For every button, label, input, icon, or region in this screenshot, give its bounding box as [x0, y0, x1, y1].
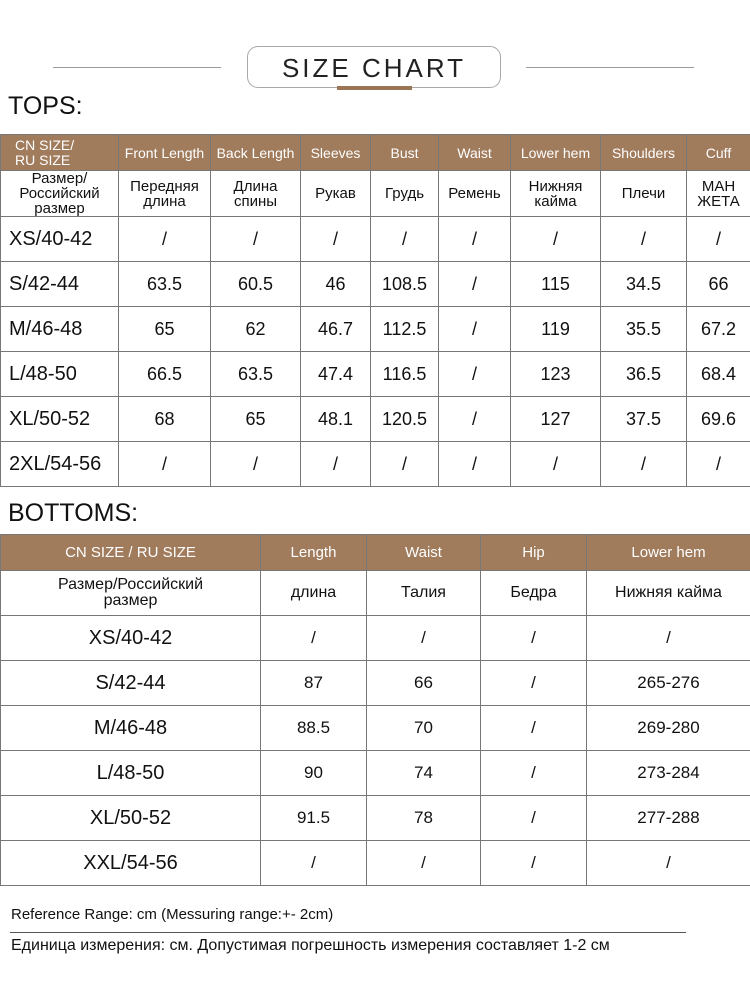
value-cell: 66 [367, 661, 481, 706]
bottoms-header-cell: Lower hem [587, 535, 750, 571]
value-cell: 273-284 [587, 751, 750, 796]
tops-header-cell: Shoulders [601, 135, 687, 171]
size-cell: L/48-50 [1, 352, 119, 397]
value-cell: / [367, 616, 481, 661]
value-cell: / [601, 442, 687, 487]
value-cell: / [211, 217, 301, 262]
tops-header-cn-size-line2: RU SIZE [15, 151, 71, 168]
tops-ru-cell-line2: ЖЕТА [697, 192, 740, 210]
value-cell: / [301, 217, 371, 262]
note-divider [10, 932, 686, 933]
value-cell: 127 [511, 397, 601, 442]
tops-ru-row [1, 171, 750, 217]
size-cell: XS/40-42 [1, 616, 261, 661]
tops-header-cell: Sleeves [301, 135, 371, 171]
bottoms-ru-size-cell-line2: размер [103, 592, 158, 609]
table-row [1, 442, 750, 487]
value-cell: / [119, 217, 211, 262]
table-row [1, 217, 750, 262]
table-row [1, 841, 750, 886]
value-cell: / [587, 616, 750, 661]
bottoms-header-cell: Length [261, 535, 367, 571]
tops-ru-cell-line1: Длина [233, 177, 278, 195]
value-cell: / [687, 442, 750, 487]
value-cell: / [687, 217, 750, 262]
value-cell: 63.5 [211, 352, 301, 397]
value-cell: / [119, 442, 211, 487]
value-cell: 67.2 [687, 307, 750, 352]
table-row [1, 661, 750, 706]
value-cell: / [601, 217, 687, 262]
value-cell: / [481, 841, 587, 886]
table-row [1, 616, 750, 661]
value-cell: 66.5 [119, 352, 211, 397]
table-row [1, 307, 750, 352]
value-cell: / [481, 661, 587, 706]
tops-header-cn-size-line1: CN SIZE/ [15, 136, 75, 153]
value-cell: 34.5 [601, 262, 687, 307]
value-cell: 65 [119, 307, 211, 352]
tops-ru-cell-line2: спины [233, 192, 278, 210]
value-cell: / [439, 397, 511, 442]
table-row [1, 706, 750, 751]
size-cell: M/46-48 [1, 307, 119, 352]
value-cell: 108.5 [371, 262, 439, 307]
value-cell: 47.4 [301, 352, 371, 397]
value-cell: / [481, 796, 587, 841]
value-cell: 112.5 [371, 307, 439, 352]
tops-ru-cell-line1: Передняя [130, 177, 199, 195]
value-cell: / [439, 442, 511, 487]
tops-header-cell: Bust [371, 135, 439, 171]
table-row [1, 397, 750, 442]
reference-note: Reference Range: cm (Messuring range:+- 2cm) [11, 906, 334, 923]
value-cell: / [511, 217, 601, 262]
title-divider-right [526, 67, 694, 68]
value-cell: / [371, 442, 439, 487]
size-cell: M/46-48 [1, 706, 261, 751]
tops-ru-cell-line1: Рукав [315, 185, 356, 202]
value-cell: 70 [367, 706, 481, 751]
tops-ru-cell-line1: Нижняя [528, 177, 583, 195]
bottoms-header-row [1, 535, 750, 571]
title-area [0, 0, 750, 100]
page-title: SIZE CHART [247, 46, 501, 88]
tops-ru-cell [211, 171, 301, 217]
size-cell: XL/50-52 [1, 397, 119, 442]
value-cell: 90 [261, 751, 367, 796]
value-cell: / [371, 217, 439, 262]
value-cell: / [301, 442, 371, 487]
reference-note-ru: Единица измерения: см. Допустимая погрешность измерения составляет 1-2 см [11, 937, 610, 954]
size-cell: XL/50-52 [1, 796, 261, 841]
value-cell: / [439, 262, 511, 307]
tops-header-cell: Cuff [687, 135, 750, 171]
value-cell: 115 [511, 262, 601, 307]
value-cell: 91.5 [261, 796, 367, 841]
tops-label: TOPS: [8, 92, 83, 120]
bottoms-ru-cell: Нижняя кайма [587, 571, 750, 616]
value-cell: 87 [261, 661, 367, 706]
value-cell: / [481, 616, 587, 661]
value-cell: 35.5 [601, 307, 687, 352]
value-cell: / [481, 706, 587, 751]
table-row [1, 262, 750, 307]
value-cell: / [481, 751, 587, 796]
tops-ru-cell [601, 171, 687, 217]
value-cell: 46 [301, 262, 371, 307]
value-cell: 68.4 [687, 352, 750, 397]
size-cell: XXL/54-56 [1, 841, 261, 886]
value-cell: / [261, 841, 367, 886]
table-row [1, 796, 750, 841]
tops-ru-cell-line2: длина [143, 192, 186, 210]
value-cell: 68 [119, 397, 211, 442]
size-cell: 2XL/54-56 [1, 442, 119, 487]
table-row [1, 352, 750, 397]
bottoms-size-table [0, 534, 750, 886]
bottoms-ru-row [1, 571, 750, 616]
value-cell: 36.5 [601, 352, 687, 397]
tops-ru-cell-line2: кайма [534, 192, 577, 210]
value-cell: 63.5 [119, 262, 211, 307]
value-cell: 48.1 [301, 397, 371, 442]
bottoms-ru-size-cell-line1: Размер/Российский [57, 576, 204, 593]
tops-ru-cell [371, 171, 439, 217]
size-cell: S/42-44 [1, 262, 119, 307]
tops-ru-cell [301, 171, 371, 217]
value-cell: 37.5 [601, 397, 687, 442]
value-cell: 46.7 [301, 307, 371, 352]
bottoms-ru-cell: Талия [367, 571, 481, 616]
value-cell: 120.5 [371, 397, 439, 442]
tops-header-cell: Waist [439, 135, 511, 171]
value-cell: 265-276 [587, 661, 750, 706]
ru-label-line1: Размер/ [31, 170, 88, 187]
title-divider-left [53, 67, 221, 68]
value-cell: 277-288 [587, 796, 750, 841]
value-cell: 116.5 [371, 352, 439, 397]
size-cell: XS/40-42 [1, 217, 119, 262]
tops-ru-cell-line1: Ремень [448, 185, 501, 202]
value-cell: 66 [687, 262, 750, 307]
title-accent-bar [337, 86, 412, 90]
value-cell: / [511, 442, 601, 487]
tops-ru-cell-line1: МАН [701, 177, 736, 195]
value-cell: / [439, 307, 511, 352]
tops-ru-cell [687, 171, 750, 217]
value-cell: / [261, 616, 367, 661]
tops-ru-cell [511, 171, 601, 217]
tops-header-cn-size [1, 135, 119, 171]
tops-header-row [1, 135, 750, 171]
value-cell: / [439, 352, 511, 397]
size-cell: L/48-50 [1, 751, 261, 796]
ru-label-line2: Российский [19, 185, 100, 202]
value-cell: 74 [367, 751, 481, 796]
tops-ru-cell-line1: Плечи [621, 185, 666, 202]
tops-header-cell: Front Length [119, 135, 211, 171]
value-cell: 269-280 [587, 706, 750, 751]
bottoms-header-cell: Waist [367, 535, 481, 571]
tops-ru-cell [119, 171, 211, 217]
bottoms-header-cn-size: CN SIZE / RU SIZE [1, 535, 261, 571]
value-cell: / [211, 442, 301, 487]
bottoms-ru-size-cell [1, 571, 261, 616]
tops-ru-cell [439, 171, 511, 217]
value-cell: 60.5 [211, 262, 301, 307]
bottoms-label: BOTTOMS: [8, 499, 139, 527]
value-cell: 119 [511, 307, 601, 352]
table-row [1, 751, 750, 796]
value-cell: / [367, 841, 481, 886]
bottoms-ru-cell: длина [261, 571, 367, 616]
value-cell: / [439, 217, 511, 262]
tops-header-cell: Back Length [211, 135, 301, 171]
value-cell: 69.6 [687, 397, 750, 442]
value-cell: 62 [211, 307, 301, 352]
value-cell: / [587, 841, 750, 886]
size-cell: S/42-44 [1, 661, 261, 706]
value-cell: 88.5 [261, 706, 367, 751]
value-cell: 78 [367, 796, 481, 841]
value-cell: 65 [211, 397, 301, 442]
bottoms-header-cell: Hip [481, 535, 587, 571]
tops-header-cell: Lower hem [511, 135, 601, 171]
value-cell: 123 [511, 352, 601, 397]
tops-size-table [0, 134, 750, 487]
tops-ru-cell-line1: Грудь [384, 185, 425, 202]
ru-label-line3: размер [34, 200, 85, 217]
bottoms-ru-cell: Бедра [481, 571, 587, 616]
tops-ru-size-cell [1, 171, 119, 217]
